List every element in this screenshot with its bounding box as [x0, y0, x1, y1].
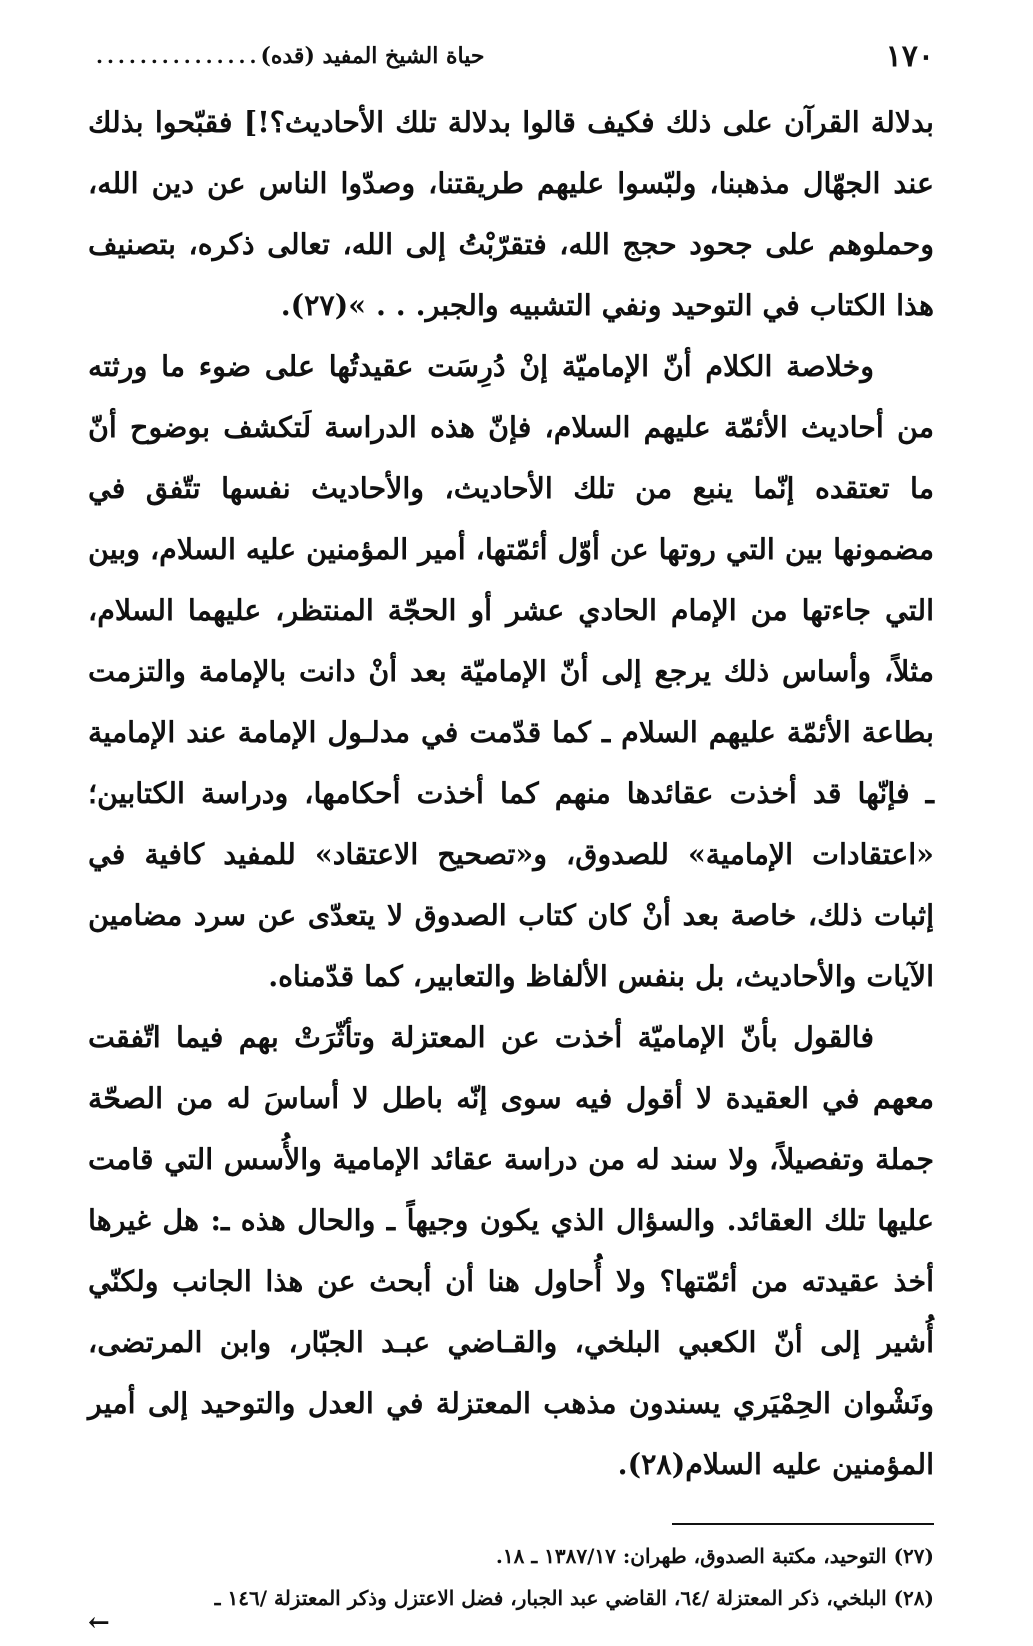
- running-title: [88, 43, 484, 69]
- book-page: [88, 34, 934, 1638]
- paragraph-summary: وخلاصة الكلام أنّ الإماميّة إنْ دُرِسَت عقيدتُها على ضوء ما ورثته من أحاديث الأئمّة عليهم السلام، فإنّ هذه الدراسة لَتكشف بوضوح أنّ ما تعتقده إنّما ينبع من تلك الأحاديث، والأحاديث نفسها تتّفق في مضمونها بين التي روتها عن أوّل أئمّتها، أمير المؤمنين عليه السلام، وبين التي جاءتها من الإمام الحادي عشر أو الحجّة المنتظر، عليهما السلام، مثلاً، وأساس ذلك يرجع إلى أنّ الإماميّة بعد أنْ دانت بالإمامة والتزمت بطاعة الأئمّة عليهم السلام ـ كما قدّمت في مدلـول الإمامة عند الإمامية ـ فإنّها قد أخذت عقائدها منهم كما أخذت أحكامها، ودراسة الكتابين؛ «اعتقادات الإمامية» للصدوق، و«تصحيح الاعتقاد» للمفيد كافية في إثبات ذلك، خاصة بعد أنْ كان كتاب الصدوق لا يتعدّى عن سرد مضامين الآيات والأحاديث، بل بنفس الألفاظ والتعابير، كما قدّمناه.: [88, 349, 934, 993]
- continuation-arrow-icon: ←: [88, 1608, 110, 1638]
- footnotes: [88, 1535, 934, 1638]
- paragraph-conclusion: فالقول بأنّ الإماميّة أخذت عن المعتزلة وتأثّرَتْ بهم فيما اتّفقت معهم في العقيدة لا أقول فيه سوى إنّه باطل لا أساسَ له من الصحّة جملة وتفصيلاً، ولا سند له من دراسة عقائد الإمامية والأُسس التي قامت عليها تلك العقائد. والسؤال الذي يكون وجيهاً ـ والحال هذه ـ: هل غيرها أخذ عقيدته من أئمّتها؟ ولا أُحاول هنا أن أبحث عن هذا الجانب ولكنّي أُشير إلى أنّ الكعبي البلخي، والقـاضي عبـد الجبّار، وابن المرتضى، ونَشْوان الحِمْيَري يسندون مذهب المعتزلة في العدل والتوحيد إلى أمير المؤمنين عليه السلام(٢٨).: [88, 1020, 934, 1481]
- footnote-separator: [672, 1523, 934, 1525]
- header-dots: ...............: [96, 44, 261, 68]
- running-title-text: حياة الشيخ المفيد (قده): [260, 43, 485, 69]
- page-header: [88, 34, 934, 78]
- page-number: ١٧٠: [885, 38, 934, 74]
- body-text: [88, 92, 934, 1495]
- footnote-27: (٢٧) التوحيد، مكتبة الصدوق، طهران: ١٣٨٧/١٧ ـ ١٨.: [495, 1544, 934, 1568]
- paragraph-quote-end: بدلالة القرآن على ذلك فكيف قالوا بدلالة تلك الأحاديث؟!] فقبّحوا بذلك عند الجهّال مذهبنا، ولبّسوا عليهم طريقتنا، وصدّوا الناس عن دين الله، وحملوهم على جحود حجج الله، فتقرّبْتُ إلى الله، تعالى ذكره، بتصنيف هذا الكتاب في التوحيد ونفي التشبيه والجبر. . . »(٢٧).: [88, 105, 934, 322]
- footnote-28: (٢٨) البلخي، ذكر المعتزلة /٦٤، القاضي عبد الجبار، فضل الاعتزل وذكر المعتزلة /١٤٦ ـ: [214, 1586, 934, 1610]
